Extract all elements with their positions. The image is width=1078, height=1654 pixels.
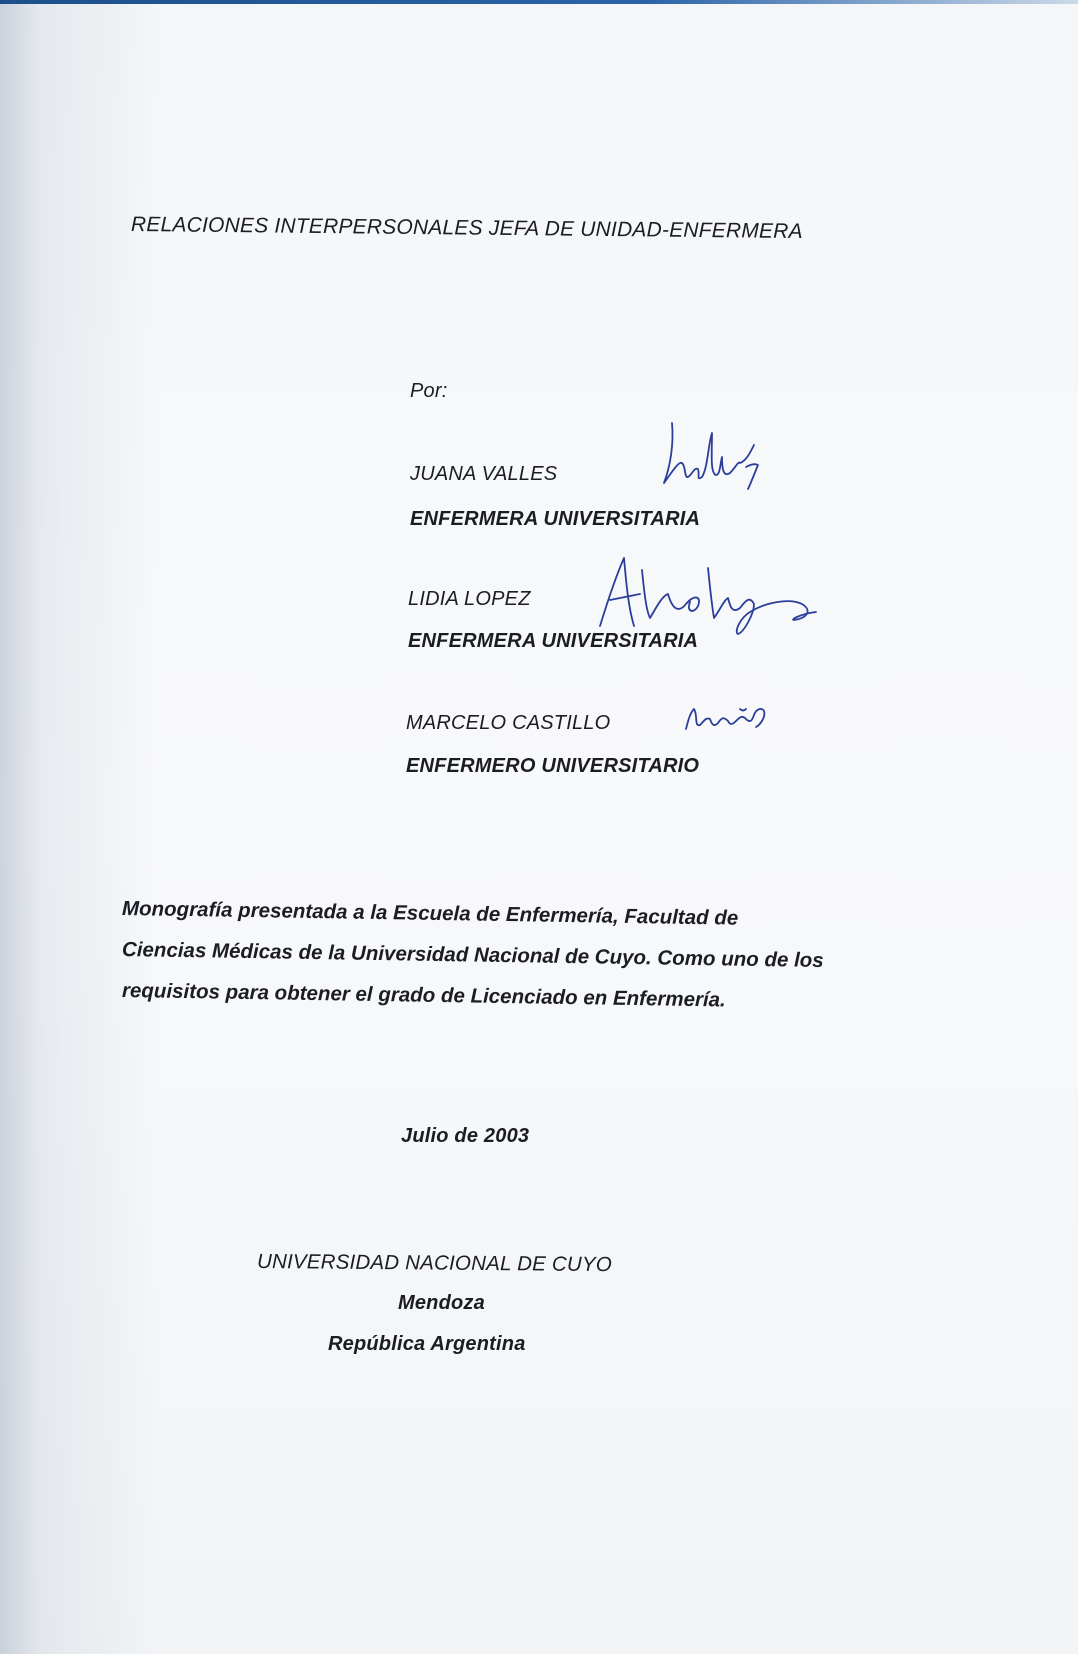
author-role-3: ENFERMERO UNIVERSITARIO xyxy=(406,755,700,777)
author-name-1: JUANA VALLES xyxy=(410,463,558,485)
signature-lidia-lopez xyxy=(590,548,830,638)
author-name-2: LIDIA LOPEZ xyxy=(408,588,531,610)
institution-name: UNIVERSIDAD NACIONAL DE CUYO xyxy=(256,1250,613,1277)
description-line-1: Monografía presentada a la Escuela de Enfermería, Facultad de xyxy=(121,896,739,930)
institution-country: República Argentina xyxy=(328,1333,526,1355)
scan-top-edge xyxy=(0,0,1078,4)
signature-marcelo-castillo xyxy=(680,695,780,745)
description-line-2: Ciencias Médicas de la Universidad Nacional de Cuyo. Como uno de los xyxy=(121,937,824,972)
description-line-3: requisitos para obtener el grado de Licenciado en Enfermería. xyxy=(121,978,726,1011)
by-label: Por: xyxy=(410,380,448,402)
document-title: RELACIONES INTERPERSONALES JEFA DE UNIDAD-ENFERMERA xyxy=(130,213,803,244)
submission-date: Julio de 2003 xyxy=(401,1125,530,1147)
author-role-2: ENFERMERA UNIVERSITARIA xyxy=(408,630,699,652)
author-role-1: ENFERMERA UNIVERSITARIA xyxy=(410,508,701,530)
signature-juana-valles xyxy=(650,405,770,500)
author-name-3: MARCELO CASTILLO xyxy=(406,712,611,734)
institution-city: Mendoza xyxy=(398,1292,485,1314)
